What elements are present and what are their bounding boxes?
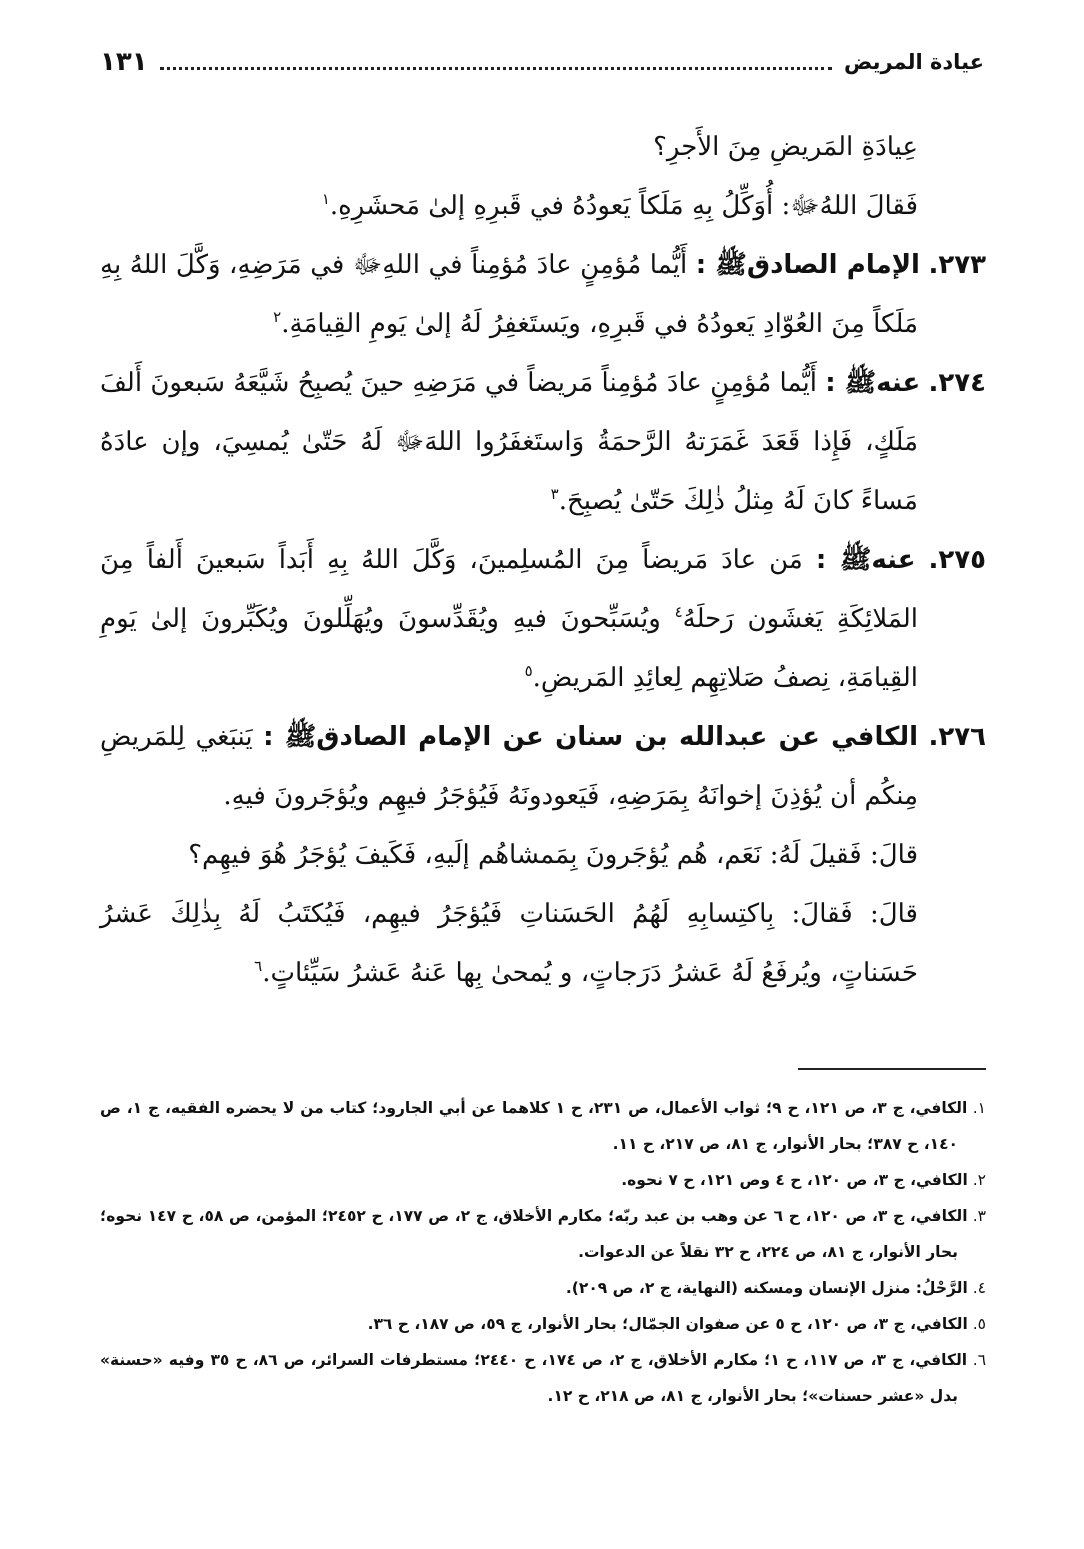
hadith-274: [100, 354, 986, 531]
hadith-narrator: عنهﷺ :: [815, 545, 916, 575]
footnote-text: الرَّحْلُ: منزل الإنسان ومسكنه (النهاية، ج ٢، ص ٢٠٩).: [565, 1279, 968, 1297]
footnote-label: ٥.: [972, 1315, 986, 1333]
footnote-label: ٤.: [972, 1279, 986, 1297]
footnote-2: [100, 1162, 986, 1198]
hadith-narrator: عنهﷺ :: [825, 368, 921, 398]
hadith-source: الكافي عن عبدالله بن سنان عن الإمام الصادقﷺ :: [263, 722, 919, 752]
hadith-narrator: الإمام الصادقﷺ :: [695, 250, 920, 280]
footnote-text: الكافي، ج ٣، ص ١٢٠، ح ٤ وص ١٢١، ح ٧ نحوه.: [621, 1171, 968, 1189]
footnote-ref[interactable]: ٢: [273, 308, 282, 326]
footnote-1: [100, 1090, 986, 1162]
hadith-number: ٢٧٦.: [928, 722, 987, 752]
hadith-275: [100, 531, 986, 708]
running-title: عيادة المريض: [843, 50, 984, 74]
footnote-label: ١.: [972, 1099, 986, 1117]
footnote-ref[interactable]: ١: [321, 190, 330, 208]
hadith-text: ويُسَبِّحونَ فيهِ ويُقَدِّسونَ ويُهَلِّلونَ ويُكَبِّرونَ إلىٰ يَومِ القِيامَةِ، نِصفُ صَلاتِهِم لِعائِدِ المَريضِ.: [100, 604, 918, 693]
footnote-separator: [798, 1068, 986, 1070]
footnotes: [100, 1090, 986, 1414]
hadith-number: ٢٧٤.: [928, 368, 987, 398]
footnote-ref[interactable]: ٦: [254, 957, 263, 975]
footnote-label: ٣.: [972, 1207, 986, 1225]
footnote-ref[interactable]: ٣: [550, 485, 559, 503]
footnote-ref[interactable]: ٤: [674, 603, 683, 621]
paragraph-text: عِيادَةِ المَريضِ مِنَ الأَجرِ؟: [653, 132, 918, 162]
paragraph-text: قالَ: فَقيلَ لَهُ: نَعَم، هُم يُؤجَرونَ بِمَمشاهُم إلَيهِ، فَكَيفَ يُؤجَرُ هُوَ فيهِم؟: [188, 840, 918, 870]
footnote-text: الكافي، ج ٣، ص ١٢٠، ح ٥ عن صفوان الجمّال؛ بحار الأنوار، ج ٥٩، ص ١٨٧، ح ٣٦.: [367, 1315, 968, 1333]
hadith-text: يَنبَغي لِلمَريضِ مِنكُم أن يُؤذِنَ إخوانَهُ بِمَرَضِهِ، فَيَعودونَهُ فَيُؤجَرُ فيهِم ويُؤجَرونَ فيهِ.: [100, 722, 918, 811]
footnote-text: الكافي، ج ٣، ص ١١٧، ح ١؛ مكارم الأخلاق، ج ٢، ص ١٧٤، ح ٢٤٤٠؛ مستطرفات السرائر، ص ٨٦، ح ٣٥ وفيه «حسنة» بدل «عشر حسنات»؛ بحار الأنوار، ج ٨١، ص ٢١٨، ح ١٢.: [100, 1351, 968, 1405]
hadith-text: مَن عادَ مَريضاً مِنَ المُسلِمينَ، وَكَّلَ اللهُ بِهِ أَبَداً سَبعينَ أَلفاً مِنَ المَلائِكَةِ يَغشَون رَحلَهُ: [100, 545, 919, 634]
hadith-number: ٢٧٣.: [928, 250, 987, 280]
footnote-text: الكافي، ج ٣، ص ١٢١، ح ٩؛ ثواب الأعمال، ص ٢٣١، ح ١ كلاهما عن أبي الجارود؛ كتاب من لا يحضره الفقيه، ج ١، ص ١٤٠، ح ٣٨٧؛ بحار الأنوار، ج ٨١، ص ٢١٧، ح ١١.: [100, 1099, 968, 1153]
footnote-text: الكافي، ج ٣، ص ١٢٠، ح ٦ عن وهب بن عبد ربّه؛ مكارم الأخلاق، ج ٢، ص ١٧٧، ح ٢٤٥٢؛ المؤمن، ص ٥٨، ح ١٤٧ نحوه؛ بحار الأنوار، ج ٨١، ص ٢٢٤، ح ٣٢ نقلاً عن الدعوات.: [100, 1207, 968, 1261]
footnote-ref[interactable]: ٥: [524, 662, 533, 680]
page-number: ١٣١: [100, 47, 148, 77]
footnote-label: ٢.: [972, 1171, 986, 1189]
footnote-5: [100, 1306, 986, 1342]
paragraph-answer: [100, 177, 986, 236]
paragraph-text: قالَ: فَقالَ: بِاكتِسابِهِ لَهُمُ الحَسَناتِ فَيُؤجَرُ فيهِم، فَيُكتَبُ لَهُ بِذٰلِكَ عَشرُ حَسَناتٍ، ويُرفَعُ لَهُ عَشرُ دَرَجاتٍ، و يُمحىٰ بِها عَنهُ عَشرُ سَيِّئاتٍ.: [100, 899, 918, 988]
running-header: [100, 40, 984, 84]
footnote-label: ٦.: [972, 1351, 987, 1369]
footnote-4: [100, 1270, 986, 1306]
hadith-273: [100, 236, 986, 354]
paragraph-text: فَقالَ اللهُﷻ: أُوَكِّلُ بِهِ مَلَكاً يَعودُهُ في قَبرِهِ إلىٰ مَحشَرِهِ.: [329, 191, 918, 221]
footnote-6: [100, 1342, 986, 1414]
main-text: [100, 118, 986, 1003]
hadith-text: أَيُّما مُؤمِنٍ عادَ مُؤمِناً في اللهِﷻ في مَرَضِهِ، وَكَّلَ اللهُ بِهِ مَلَكاً مِنَ العُوّادِ يَعودُهُ في قَبرِهِ، ويَستَغفِرُ لَهُ إلىٰ يَومِ القِيامَةِ.: [100, 250, 918, 339]
hadith-number: ٢٧٥.: [928, 545, 987, 575]
hadith-text: أَيُّما مُؤمِنٍ عادَ مُؤمِناً مَريضاً في مَرَضِهِ حينَ يُصبِحُ شَيَّعَهُ سَبعونَ أَلفَ مَلَكٍ، فَإِذا قَعَدَ غَمَرَتهُ الرَّحمَةُ وَاستَغفَرُوا اللهَﷻ لَهُ حَتّىٰ يُمسِيَ، وإن عادَهُ مَساءً كانَ لَهُ مِثلُ ذٰلِكَ حَتّىٰ يُصبِحَ.: [100, 368, 918, 516]
footnote-3: [100, 1198, 986, 1270]
hadith-276: [100, 708, 986, 826]
header-leader-dots: [160, 67, 832, 70]
paragraph-question: [100, 826, 986, 885]
paragraph-continued: [100, 118, 986, 177]
paragraph-reply: [100, 885, 986, 1003]
